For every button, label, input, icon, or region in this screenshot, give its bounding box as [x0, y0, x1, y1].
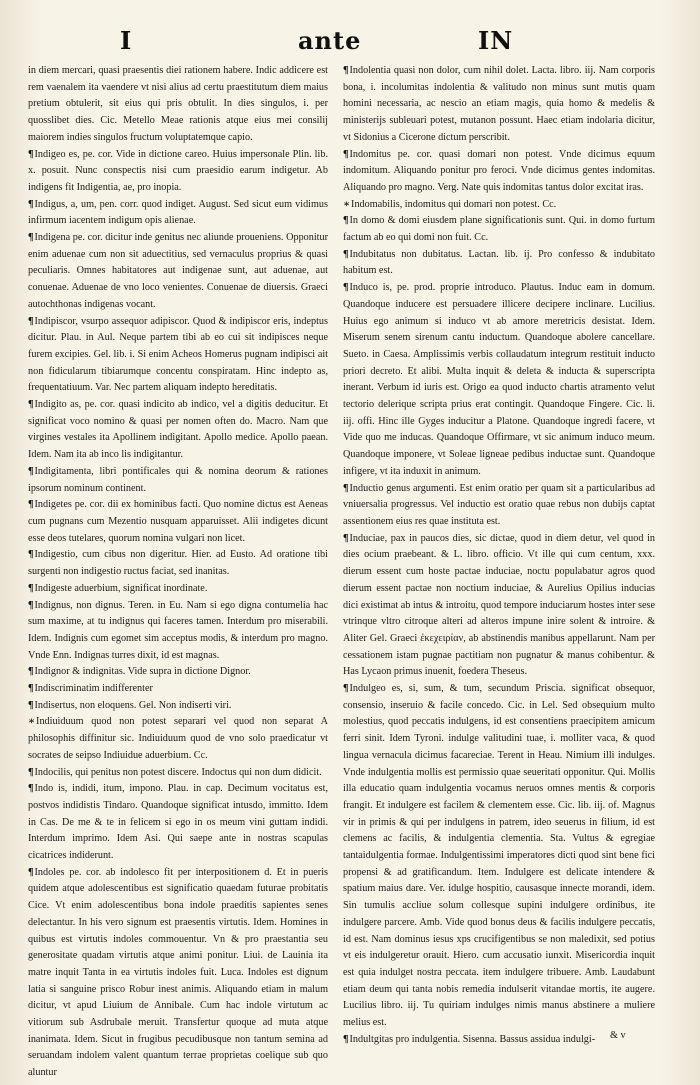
asterisk-mark-icon: ∗	[28, 716, 36, 728]
entry-text: Indigeste aduerbium, significat inordinate.	[34, 582, 208, 594]
dictionary-entry	[28, 547, 328, 580]
dictionary-entry	[343, 247, 655, 280]
dictionary-entry	[343, 147, 655, 197]
dictionary-entry	[343, 531, 655, 681]
entry-text: Indigus, a, um, pen. corr. quod indiget. August. Sed sicut eum vidimus infirmum iacentem indigum opis alienae.	[28, 198, 328, 227]
dictionary-entry	[28, 147, 328, 197]
dictionary-entry	[28, 664, 328, 681]
pilcrow-mark-icon: ¶	[343, 248, 349, 260]
pilcrow-mark-icon: ¶	[28, 232, 34, 244]
pilcrow-mark-icon: ¶	[28, 582, 34, 594]
dictionary-entry	[28, 865, 328, 1082]
pilcrow-mark-icon: ¶	[28, 499, 34, 511]
right-column	[343, 63, 655, 1048]
entry-text: Indisertus, non eloquens. Gel. Non indiserti viri.	[34, 699, 232, 711]
entry-text: Indignus, non dignus. Teren. in Eu. Nam si ego digna contumelia hac sum maxime, at tu indignus qui faceres tamen. Interdum pro miserabili. Idem. Indignis cum egomet sim acceptus modis, & interdum pro magno. Vnde Enn. Indignas turres dixit, id est magnas.	[28, 599, 328, 661]
entry-text: Indigeo es, pe. cor. Vide in dictione careo. Huius impersonale Plin. lib. x. posuit. Nunc conspectis nisi cum praesidio earum indigetur. Ab indigens fit Indigentia, ae, pro inopia.	[28, 148, 328, 193]
entry-text: In domo & domi eiusdem plane significationis sunt. Qui. in domo furtum factum ab eo qui domi non fuit. Cc.	[343, 215, 655, 244]
pilcrow-mark-icon: ¶	[343, 215, 349, 227]
pilcrow-mark-icon: ¶	[343, 1033, 349, 1045]
pilcrow-mark-icon: ¶	[28, 399, 34, 411]
dictionary-entry	[28, 581, 328, 598]
dictionary-entry	[343, 681, 655, 1032]
dictionary-entry	[343, 213, 655, 246]
pilcrow-mark-icon: ¶	[28, 766, 34, 778]
dictionary-entry	[28, 765, 328, 782]
pilcrow-mark-icon: ¶	[28, 599, 34, 611]
entry-text: Indo is, indidi, itum, impono. Plau. in cap. Decimum vocitatus est, postvos indidistis Tindaro. Quandoque significat intusdo, immitto. Idem in Cas. De me & te in felicem si ego in os meum vini guttam indidi. Interdum imprimo. Idem Asi. Qui saepe ante in nostras scapulas cicatrices indiderunt.	[28, 783, 328, 862]
pilcrow-mark-icon: ¶	[343, 532, 349, 544]
dictionary-entry	[343, 280, 655, 480]
dictionary-entry	[28, 63, 328, 147]
dictionary-entry	[28, 714, 328, 764]
left-column	[28, 63, 328, 1082]
entry-text: Induco is, pe. prod. proprie introduco. Plautus. Induc eam in domum. Quandoque inducere est persuadere illicere decipere inclinare. Lucilius. Huius ego animum si induco vt ab amore meretricis desistat. Idem. Miserum senem sirenum cantu inductum. Quandoque abolere cancellare. Sueto. in Caesa. Amplissimis verbis collaudatum integrum restituit inducto priori decreto. Et alibi. Multa inquit & deleta & inducta & superscripta inerant. Verbum id iuris est. Origo ea quod inducto chartis atramento velut tectorio delerique scripta prius erat contingit. Quandoque Fingere. Cic. li. iij. offi. Hinc ille Gyges inducitur a Platone. Quandoque ingredi facere, vt Vide quo me inducas. Quandoque Offirmare, vt sic animum induco meum. Quandoque imponere, vt Soleae ligneae pedibus inductae sunt. Quandoque infigere, vt ita induxit in animum.	[343, 282, 655, 477]
entry-text: Indomitus pe. cor. quasi domari non potest. Vnde dicimus equum indomitum. Aliquando ponitur pro feroci. Vnde dicimus gentes indomitas. Aliquando pro magno. Verg. Nate quis indomitas tantus dolor excitat iras.	[343, 148, 655, 193]
pilcrow-mark-icon: ¶	[28, 666, 34, 678]
dictionary-entry	[28, 698, 328, 715]
header-left-initial: I	[120, 26, 133, 55]
dictionary-entry	[28, 681, 328, 698]
pilcrow-mark-icon: ¶	[343, 282, 349, 294]
dictionary-entry	[343, 63, 655, 147]
catchword: & v	[610, 1030, 626, 1041]
pilcrow-mark-icon: ¶	[28, 148, 34, 160]
pilcrow-mark-icon: ¶	[28, 198, 34, 210]
entry-text: Indoles pe. cor. ab indolesco fit per interpositionem d. Et in pueris quidem atque adolescentibus est significatio quaedam futurae probitatis Cice. Vt enim adolescentibus bona indole praeditis sapientes senes delectantur. In his vero signum est praesentis virtutis. Idem. Homines in quibus est virtutis indoles commouentur. Vn & pro praestantia seu generositate quadam virtutis atque animi ponitur. Liui. de Lauinia ita matre inquit Tanta in ea virtutis indoles fuit. Luca. Indoles est dignum latia si sanguine prisco Robur inest animis. Aliquando etiam in malum dicitur, vt apud Liuium de Annibale. Cum hac indole virtutum ac vitiorum sub Asdrubale meruit. Transfertur quoque ad muta atque inanimata. Idem. Sicut in frugibus pecudibusque non tantum semina ad seruandam indolem valent quantum terrae proprietas coelique sub quo aluntur	[28, 866, 328, 1079]
entry-text: Indocilis, qui penitus non potest discere. Indoctus qui non dum didicit.	[34, 766, 322, 778]
entry-text: Indomabilis, indomitus qui domari non potest. Cc.	[351, 198, 557, 210]
dictionary-entry	[28, 781, 328, 865]
entry-text: Indigito as, pe. cor. quasi indicito ab indico, vel a digitis deducitur. Et significat voco nomino & quasi per nomen often do. Macro. Nam que virgines vestales ita Apollinem indigitant. Apollo medice. Apollo paean. Idem. Nam ita ab inco lis indigitantur.	[28, 399, 328, 461]
pilcrow-mark-icon: ¶	[343, 482, 349, 494]
entry-text: in diem mercari, quasi praesentis diei rationem habere. Indic addicere est rem vaenalem ita vaendere vt nisi alius ad certu praestitutum diem maius pretium obtulerit, sit eius qui pris obtulit. In dies singulos, i. per quosslibet dies. Cic. Metello Meae rationis atque eius mei consilij maiorem indies singulos fructum voluptatemque capio.	[28, 65, 328, 143]
asterisk-mark-icon: ∗	[343, 198, 351, 210]
dictionary-entry	[343, 481, 655, 531]
entry-text: Indulgeo es, si, sum, & tum, secundum Priscia. significat obsequor, consensio, inseruio & facile concedo. Cic. in Lel. Sed obsequium multo molestius, quod peccatis indulgens, id est consentiens praecipitem amicum ferri sinit. Idem Tyroni. indulge valitudini tuae, i. molliter vaca, & quod lingua vernacula dicimus facareciae. Terent in Heau. Nimium illi indulges. Vnde indulgentia mollis est permissio quae seueritati opponitur. Qui. Mollis illa educatio quam indulgentia vocamus neruos omnes mentis & corporis frangit. Et indulgere est facilem & clementem esse. Cic. lib. iij. of. Magnus vir in primis & qui per indulgens in patrem, ideo seuerus in filium, id est clemens ac facilis, & indulgentia clementia. Sta. Vultus & egregiae tantaidulgentia formae. Indulgentissimi imperatores dicti quod sint bene fici propensi & ad gratificandum. Item. Indulgere est delicate intendere & spatium maius dare. Ver. idulge hospitio, causasque innecte morandi, idem. Sin tumulis accliue solum collesque supini indulgere ordinibus, ite indulgere parcere. Amb. Vide quod bonus deus & facilis indulgere peccatis, id est. Nam dominus iesus xps crucifigentibus se non maledixit, sed potius vt eis indulgeretur orauit. Hiero. cum accusatio iunxit. Misericordia inquit est quia indulget nostra peccata. item indulgere tribuere. Amb. Laudabunt etiam deum qui tanta nobis remedia indulserit vitandae mortis, ite augere. Lucilius libro. iij. Tu quiriam indulges nimis manus abstinere a muliere melius est.	[343, 683, 655, 1029]
header-running-word: ante	[298, 26, 362, 55]
dictionary-entry	[343, 1032, 655, 1049]
entry-text: Indignor & indignitas. Vide supra in dictione Dignor.	[34, 666, 251, 678]
entry-text: Indigitamenta, libri pontificales qui & nomina deorum & rationes ipsorum nominum continent.	[28, 465, 328, 494]
entry-text: Indolentia quasi non dolor, cum nihil dolet. Lacta. libro. iij. Nam corporis bona, i. incolumitas indolentia & valitudo non minus sunt mutis quam homini necessaria, ac nescio an etiam magis, quia homo & medelis & ministerijs subleuari potest, mutanon possunt. Haec etiam indolaria dicitur, vt Sidonius a Cicerone dictum perscribit.	[343, 65, 655, 143]
pilcrow-mark-icon: ¶	[343, 148, 349, 160]
entry-text: Indubitatus non dubitatus. Lactan. lib. ij. Pro confesso & indubitato habitum est.	[343, 248, 655, 277]
dictionary-entry	[28, 230, 328, 314]
entry-text: Indigena pe. cor. dicitur inde genitus nec aliunde proueniens. Opponitur enim aduenae cum non sit aduectitius, sed vernaculus proprius & quasi peculiaris. Omnes habitatores aut indigenae sunt, aut aduenae, aut conuenae. Aduenae de vno loco venientes. Conuenae de diuersis. Graeci autochthonas indigenas vocant.	[28, 232, 328, 310]
header-right-initial: IN	[478, 26, 514, 55]
entry-text: Indiscriminatim indifferenter	[34, 683, 153, 695]
pilcrow-mark-icon: ¶	[343, 65, 349, 76]
entry-text: Indipiscor, vsurpo assequor adipiscor. Quod & indipiscor eris, indeptus dicitur. Plau. in Aul. Neque partem tibi ab eo cui sit indipisces neque furem excipies. Gel. lib. i. Si enim Acheos Homerus pugnam indipisci ait non fidicularum tibiarumque concentu conspiratam. Hinc indepto as, frequentatiuum. Var. Nec partem aliquam indepto hereditatis.	[28, 315, 328, 394]
dictionary-entry	[343, 197, 655, 214]
dictionary-entry	[28, 497, 328, 547]
entry-text: Indigetes pe. cor. dii ex hominibus facti. Quo nomine dictus est Aeneas cum pugnans cum Mezentio nusquam apparuisset. Alii indigetes dicunt esse deos tutelares, quorum nomina vulgari non licet.	[28, 499, 328, 544]
pilcrow-mark-icon: ¶	[28, 549, 34, 561]
entry-text: Indiuiduum quod non potest separari vel quod non separat A philosophis diffinitur sic. Indiuiduum quod de vno solo praedicatur vt socrates de seipso Indiuidue aduerbium. Cc.	[28, 716, 328, 761]
dictionary-entry	[28, 397, 328, 464]
pilcrow-mark-icon: ¶	[28, 683, 34, 695]
dictionary-entry	[28, 598, 328, 665]
pilcrow-mark-icon: ¶	[28, 465, 34, 477]
pilcrow-mark-icon: ¶	[343, 683, 349, 695]
entry-text: Inductio genus argumenti. Est enim oratio per quam sit a particularibus ad vniuersalia progressus. Vel inductio est oratio quae rebus non dubijs captat assentionem eius res quae instituta est.	[343, 482, 655, 527]
dictionary-entry	[28, 314, 328, 398]
pilcrow-mark-icon: ¶	[28, 315, 34, 327]
pilcrow-mark-icon: ¶	[28, 699, 34, 711]
entry-text: Indigestio, cum cibus non digeritur. Hier. ad Eusto. Ad oratione tibi surgenti non indigestio ructus faciat, sed inanitas.	[28, 549, 328, 578]
dictionary-entry	[28, 197, 328, 230]
entry-text: Indultgitas pro indulgentia. Sisenna. Bassus assidua indulgi-	[349, 1033, 596, 1045]
page-header	[0, 26, 700, 60]
entry-text: Induciae, pax in paucos dies, sic dictae, quod in diem detur, vel quod in dies ocium praebeant. & L. libro. officio. Vt ille qui cum centum, xxx. dierum essent cum hoste pactae induciae, noctu populabatur agros quod dierum essent pactae non noctium induciae, & Aurelius Opilius inducias dici existimat ab intus & introitu, quod tempore induciarum hostes inter sese vtrinque vltro citroque alteri ad alteros impune inire solent & introire. & Aliter Gel. Graeci ἐκεχειρίαν, ab abstinendis manibus appellarunt. Nam per cessationem istam pugnae pactitiam non pugnatur & manus cohibentur. & Has Lycaon primus inuenit, foedera Theseus.	[343, 532, 655, 678]
dictionary-entry	[28, 464, 328, 497]
pilcrow-mark-icon: ¶	[28, 783, 34, 795]
pilcrow-mark-icon: ¶	[28, 866, 34, 878]
